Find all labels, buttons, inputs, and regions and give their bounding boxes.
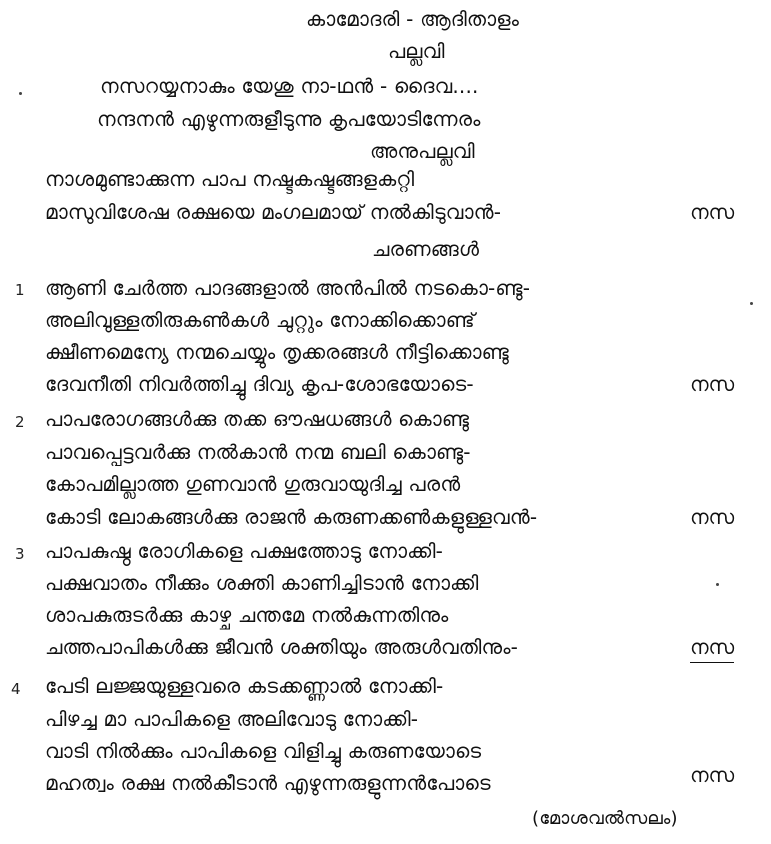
stanza-number-2: 2 [15,413,25,431]
anupallavi-heading: അനുപല്ലവി [370,139,475,163]
stanza-2-line-4: കോടി ലോകങ്ങൾക്കു രാജൻ കരുണക്കൺകളുള്ളവൻ- [45,505,538,529]
charanam-heading: ചരണങ്ങൾ [372,237,480,261]
stanza-2-line-3: കോപമില്ലാത്ത ഗുണവാൻ ഗുരുവായുദിച്ച പരൻ [45,472,461,496]
stanza-4-line-3: വാടി നിൽക്കും പാപികളെ വിളിച്ചു കരുണയോടെ [45,739,482,763]
stanza-3-line-2: പക്ഷവാതം നീക്കും ശക്തി കാണിച്ചിടാൻ നോക്കി [45,571,479,595]
stray-dot [750,302,753,305]
song-title: കാമോദരി - ആദിതാളം [306,7,520,31]
stanza-4-line-2: പിഴച്ച മാ പാപികളെ അലിവോടു നോക്കി- [45,707,419,731]
stanza-3-line-3: ശാപകുരുടർക്കു കാഴ്ച ചന്തമേ നൽകുന്നതിനും [45,603,449,627]
stanza-1-line-3: ക്ഷീണമെന്യേ നന്മചെയ്യും തൃക്കരങ്ങൾ നീട്ടിക്കൊണ്ടു [45,340,509,364]
pallavi-line-1: നസറയ്യനാകും യേശു നാ-ഥൻ - ദൈവ.... [100,74,479,98]
raga-footnote: (മോശവൽസലം) [532,808,678,829]
stanza-number-3: 3 [15,545,25,563]
anupallavi-line-1: നാശമുണ്ടാക്കുന്ന പാപ നഷ്ടകഷ്ടങ്ങളകറ്റി [45,167,415,191]
pallavi-line-2: നന്ദനൻ എഴുന്നരുളീടുന്നു കൃപയോടിന്നേരം [97,107,481,131]
stray-dot [716,583,719,586]
refrain-stanza-2: നസ [690,505,735,529]
anupallavi-line-2: മാസുവിശേഷ രക്ഷയെ മംഗലമായ് നൽകിടുവാൻ- [45,200,502,224]
stanza-2-line-2: പാവപ്പെട്ടവർക്കു നൽകാൻ നന്മ ബലി കൊണ്ടു- [45,440,471,464]
refrain-stanza-1: നസ [690,372,735,396]
refrain-stanza-3: നസ [690,634,734,663]
stanza-4-line-4: മഹത്വം രക്ഷ നൽകീടാൻ എഴുന്നരുളുന്നൻപോടെ [45,771,491,795]
stanza-1-line-1: ആണി ചേർത്ത പാദങ്ങളാൽ അൻപിൽ നടകൊ-ണ്ടു- [45,276,531,300]
stanza-1-line-4: ദേവനീതി നിവർത്തിച്ചു ദിവ്യ കൃപ-ശോഭയോടെ- [45,372,474,396]
stanza-number-4: 4 [11,680,21,698]
stray-dot [19,92,22,95]
stanza-1-line-2: അലിവുള്ളതിരുകൺകൾ ചുറ്റും നോക്കിക്കൊണ്ട് [45,308,475,332]
pallavi-heading: പല്ലവി [388,39,445,63]
stanza-number-1: 1 [15,281,25,299]
stanza-3-line-4: ചത്തപാപികൾക്കു ജീവൻ ശക്തിയും അരുൾവതിനും- [45,635,519,659]
stanza-2-line-1: പാപരോഗങ്ങൾക്കു തക്ക ഔഷധങ്ങൾ കൊണ്ടു [45,407,470,431]
refrain-anupallavi: നസ [690,200,735,224]
stanza-3-line-1: പാപകുഷ്ഠ രോഗികളെ പക്ഷത്തോടു നോക്കി- [45,539,444,563]
stanza-4-line-1: പേടി ലജ്ജയുള്ളവരെ കടക്കണ്ണാൽ നോക്കി- [45,674,444,698]
refrain-stanza-4: നസ [690,763,735,787]
